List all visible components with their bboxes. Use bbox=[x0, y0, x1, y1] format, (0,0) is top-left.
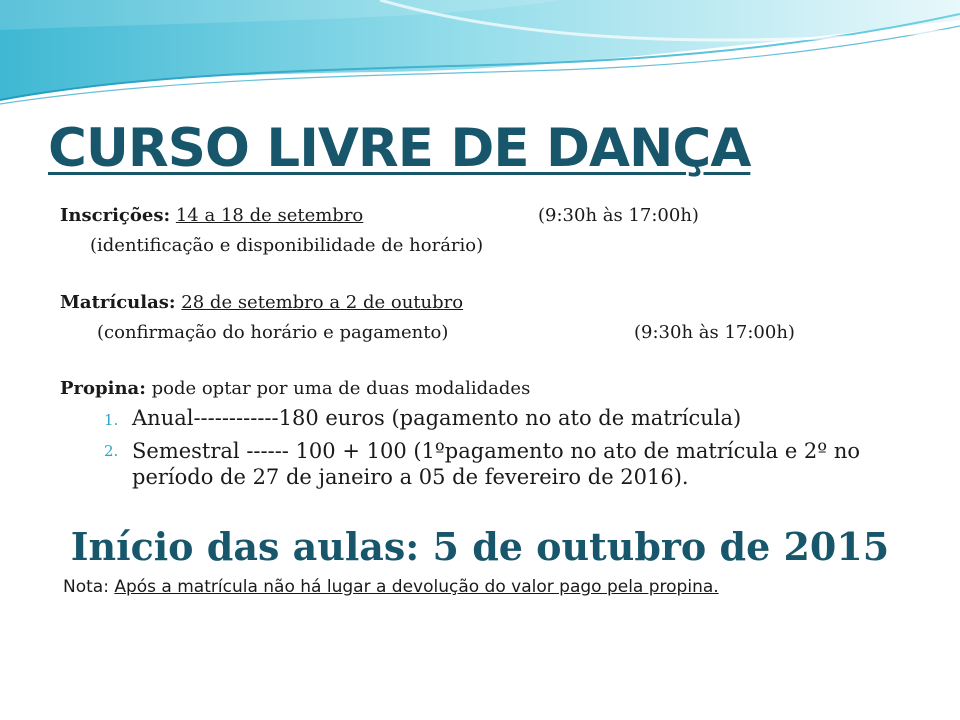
footnote-text: Após a matrícula não há lugar a devolução do valor pago pela propina. bbox=[114, 577, 719, 597]
matriculas-label: Matrículas: bbox=[60, 292, 176, 313]
propina-label: Propina: bbox=[60, 378, 146, 399]
list-item-text: Anual------------180 euros (pagamento no ato de matrícula) bbox=[132, 406, 742, 430]
list-item-text: Semestral ------ 100 + 100 (1ºpagamento no ato de matrícula e 2º no período de 27 de janeiro a 05 de fevereiro de 2016). bbox=[132, 439, 861, 489]
inscricoes-dates: 14 a 18 de setembro bbox=[175, 205, 364, 226]
footnote-label: Nota: bbox=[63, 577, 109, 597]
propina-line bbox=[60, 378, 530, 399]
list-item-number: 1. bbox=[104, 411, 119, 429]
inscricoes-line bbox=[60, 205, 363, 226]
list-item bbox=[104, 438, 904, 490]
start-date-heading: Início das aulas: 5 de outubro de 2015 bbox=[70, 524, 890, 569]
slide-title: CURSO LIVRE DE DANÇA bbox=[48, 118, 751, 179]
matriculas-line bbox=[60, 292, 463, 313]
inscricoes-label: Inscrições: bbox=[60, 205, 171, 226]
inscricoes-note: (identificação e disponibilidade de horário) bbox=[90, 235, 484, 256]
matriculas-note: (confirmação do horário e pagamento) bbox=[97, 322, 449, 343]
list-item bbox=[104, 406, 741, 430]
list-item-number: 2. bbox=[104, 442, 119, 460]
footnote bbox=[63, 577, 719, 597]
matriculas-dates: 28 de setembro a 2 de outubro bbox=[181, 292, 464, 313]
matriculas-time: (9:30h às 17:00h) bbox=[634, 322, 795, 343]
propina-text: pode optar por uma de duas modalidades bbox=[151, 378, 531, 399]
inscricoes-time: (9:30h às 17:00h) bbox=[538, 205, 699, 226]
